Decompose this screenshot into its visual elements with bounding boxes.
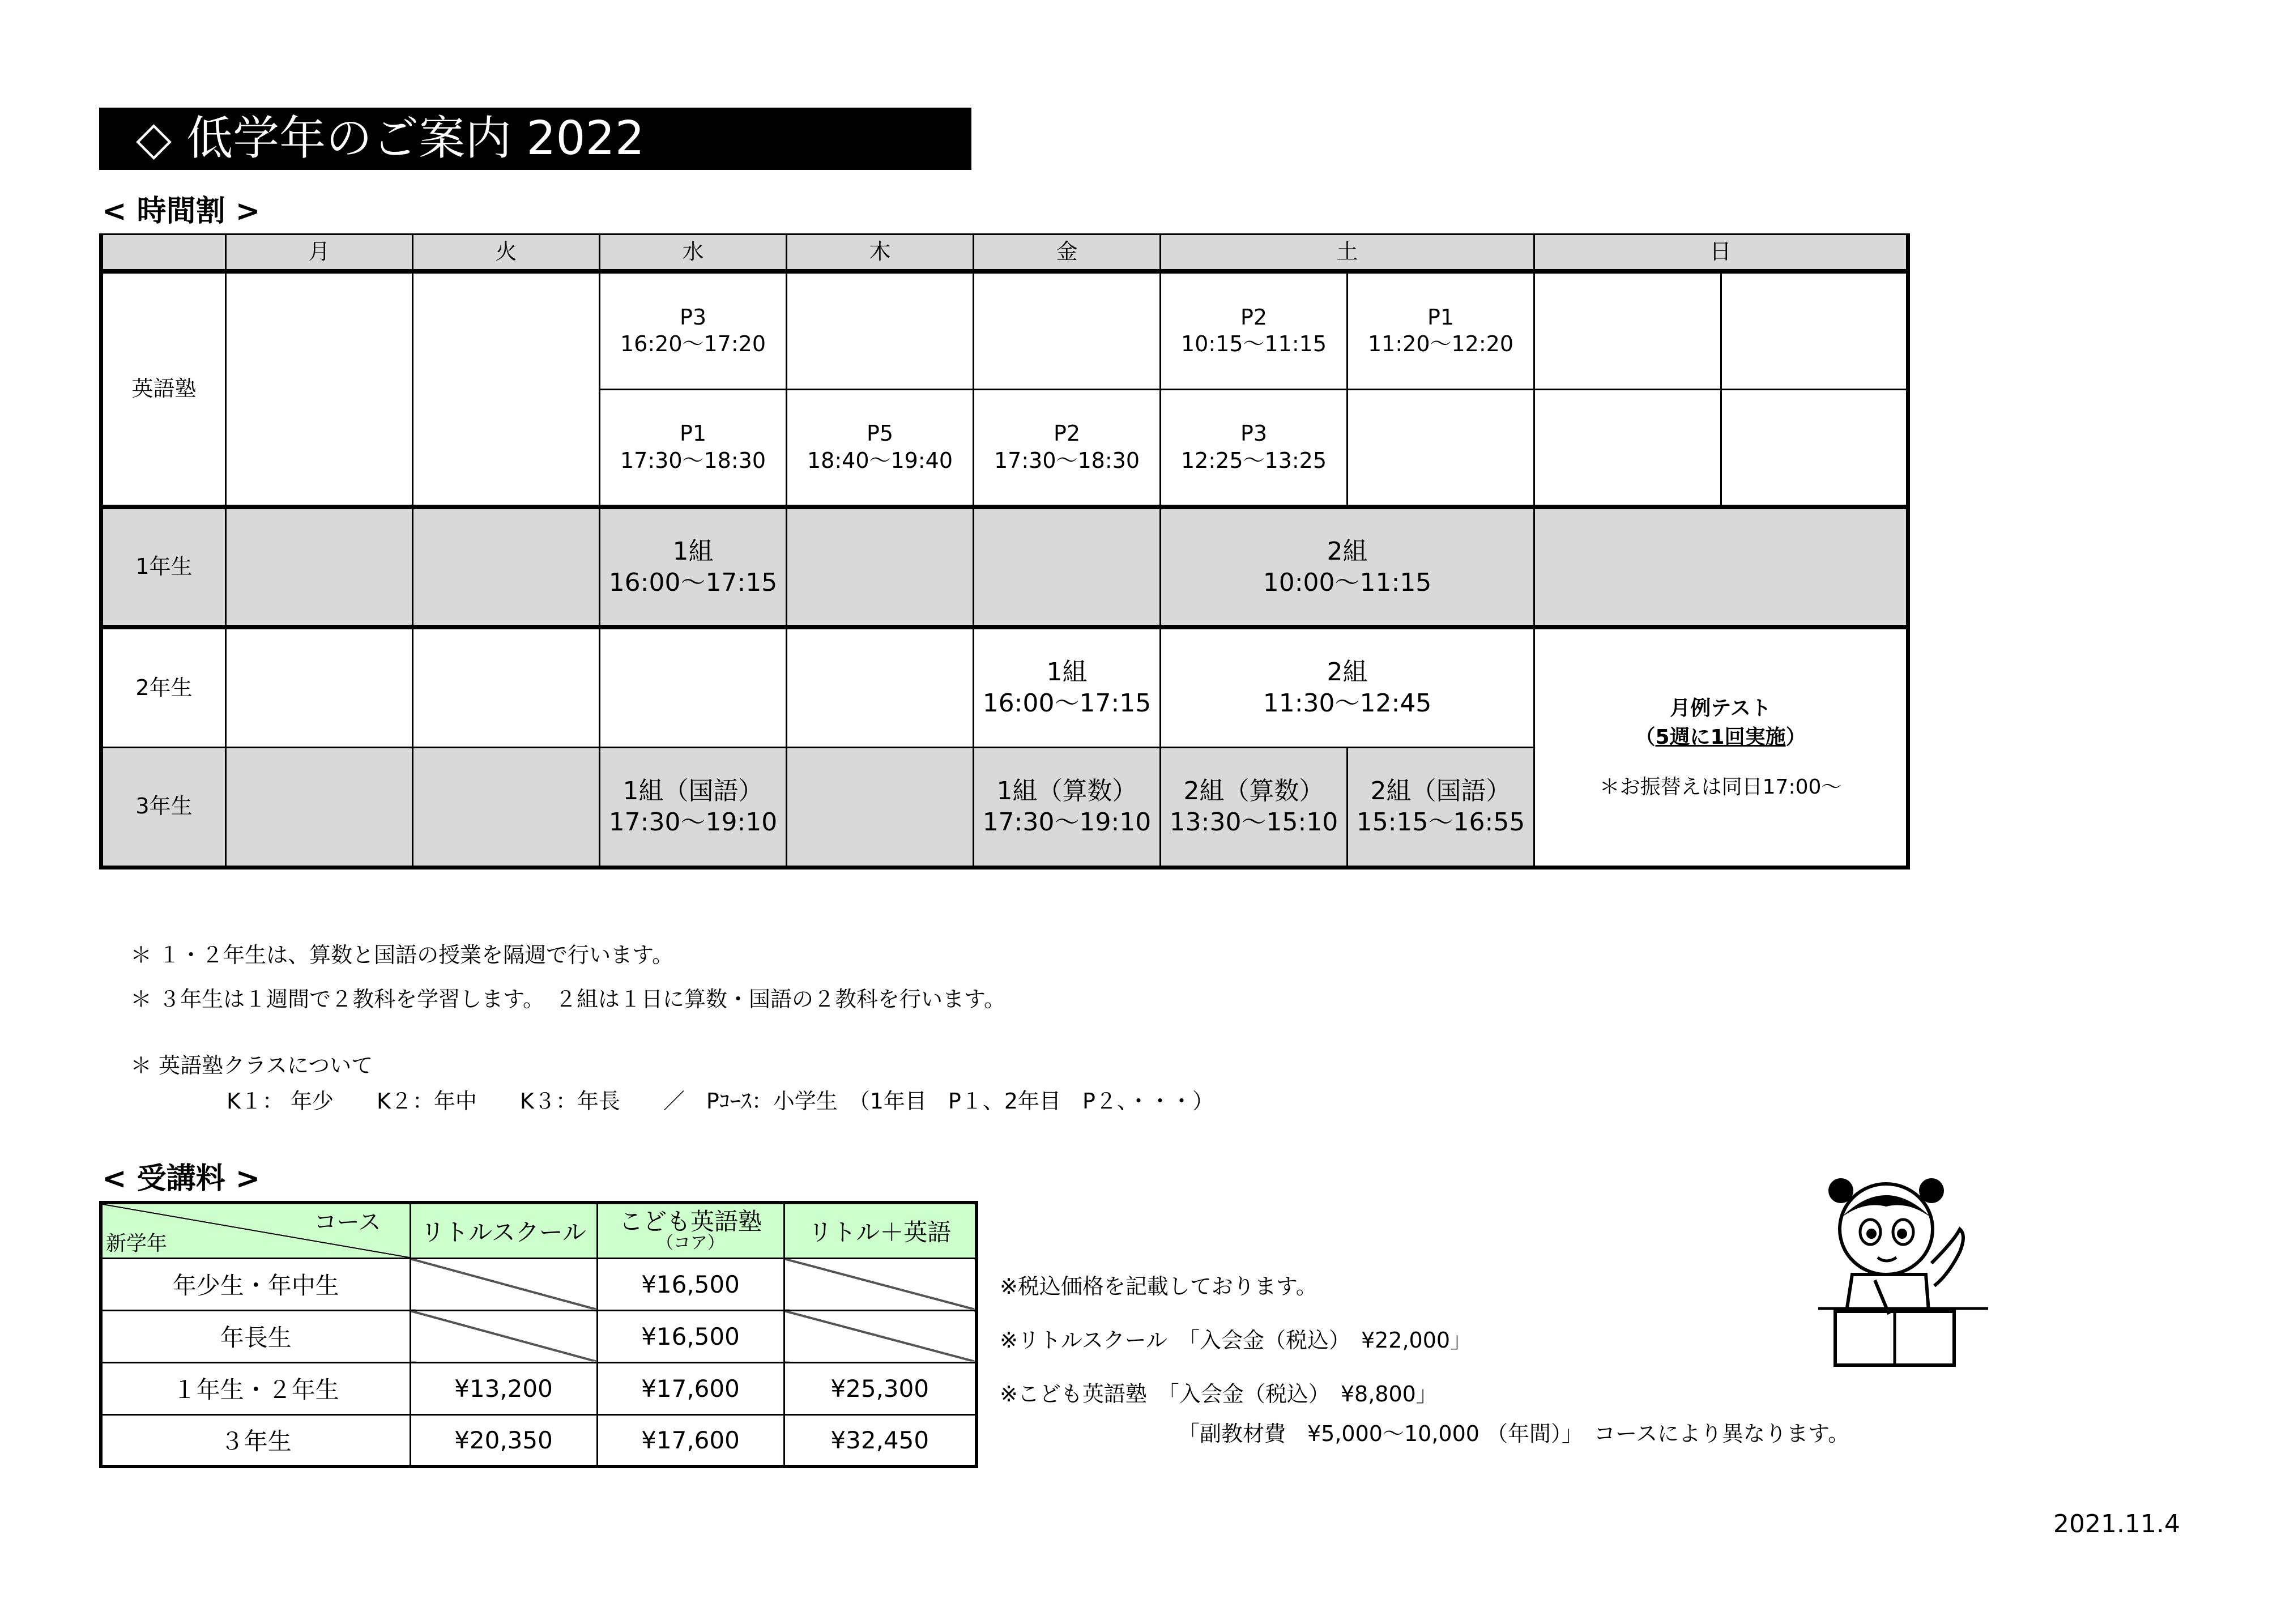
english-sat-a-slot-2: P3 12:25〜13:25 — [1161, 389, 1348, 507]
fees-row-label: ３年生 — [101, 1414, 410, 1467]
grade3-tue — [413, 747, 600, 867]
schedule-heading: < 時間割 > — [102, 194, 261, 228]
fees-cell-english: ¥16,500 — [597, 1258, 784, 1310]
fees-col-little-school: リトルスクール — [410, 1203, 597, 1258]
grade3-sat-a: 2組（算数） 13:30〜15:10 — [1161, 747, 1348, 867]
note-grade-3: ＊ ３年生は１週間で２教科を学習します。 ２組は１日に算数・国語の２教科を行います。 — [130, 987, 1006, 1012]
fees-col-english: こども英語塾 （コア） — [597, 1203, 784, 1258]
english-row-1 — [101, 271, 1908, 389]
fees-header-row — [101, 1203, 977, 1258]
grade3-sat-b: 2組（国語） 15:15〜16:55 — [1348, 747, 1534, 867]
fees-heading: < 受講料 > — [102, 1162, 261, 1196]
fees-cell-na — [784, 1258, 977, 1310]
fees-table — [99, 1201, 978, 1468]
fees-row-grades-1-2 — [101, 1362, 977, 1414]
grade1-thu — [787, 507, 974, 627]
fees-cell-combo: ¥25,300 — [784, 1362, 977, 1414]
row-label-grade3: 3年生 — [101, 747, 226, 867]
fees-corner-course: コース — [314, 1209, 381, 1235]
english-wed-slot-1: P3 16:20〜17:20 — [600, 271, 787, 389]
grade1-mon — [226, 507, 413, 627]
monthly-test-note: ＊お振替えは同日17:00〜 — [1599, 775, 1842, 799]
fee-note-english-enrollment: ※こども英語塾 「入会金（税込） ¥8,800」 — [1000, 1382, 1438, 1406]
fees-cell-na — [410, 1258, 597, 1310]
day-sat: 土 — [1161, 235, 1534, 272]
english-mon — [226, 271, 413, 507]
fees-cell-english: ¥16,500 — [597, 1310, 784, 1362]
fee-note-materials: 「副教材費 ¥5,000〜10,000 （年間）」 コースにより異なります。 — [1178, 1421, 1850, 1446]
grade3-fri: 1組（算数） 17:30〜19:10 — [974, 747, 1161, 867]
grade1-tue — [413, 507, 600, 627]
grade1-sat: 2組 10:00〜11:15 — [1161, 507, 1534, 627]
english-tue — [413, 271, 600, 507]
day-thu: 木 — [787, 235, 974, 272]
fee-note-tax: ※税込価格を記載しております。 — [1000, 1274, 1317, 1299]
day-fri: 金 — [974, 235, 1161, 272]
fees-cell-combo: ¥32,450 — [784, 1414, 977, 1467]
day-wed: 水 — [600, 235, 787, 272]
fees-cell-little: ¥20,350 — [410, 1414, 597, 1467]
note-grades-1-2: ＊ １・２年生は、算数と国語の授業を隔週で行います。 — [130, 943, 674, 967]
grade1-fri — [974, 507, 1161, 627]
header-corner — [101, 235, 226, 272]
grade1-sun — [1534, 507, 1908, 627]
fees-corner — [101, 1203, 410, 1258]
grade1-wed: 1組 16:00〜17:15 — [600, 507, 787, 627]
fees-cell-na — [410, 1310, 597, 1362]
english-sat-b-slot-1: P1 11:20〜12:20 — [1348, 271, 1534, 389]
english-fri-slot-2: P2 17:30〜18:30 — [974, 389, 1161, 507]
fees-cell-english: ¥17,600 — [597, 1414, 784, 1467]
english-fri-slot-1 — [974, 271, 1161, 389]
fees-cell-little: ¥13,200 — [410, 1362, 597, 1414]
day-sun: 日 — [1534, 235, 1908, 272]
grade2-wed — [600, 627, 787, 747]
sunday-monthly-test — [1534, 627, 1908, 867]
grade2-thu — [787, 627, 974, 747]
english-sun-b-slot-2 — [1721, 389, 1908, 507]
english-wed-slot-2: P1 17:30〜18:30 — [600, 389, 787, 507]
row-label-grade1: 1年生 — [101, 507, 226, 627]
schedule-header-row — [101, 235, 1908, 272]
grade2-tue — [413, 627, 600, 747]
schedule-table — [99, 233, 1910, 869]
grade2-mon — [226, 627, 413, 747]
fees-row-label: 年少生・年中生 — [101, 1258, 410, 1310]
fee-note-little-enrollment: ※リトルスクール 「入会金（税込） ¥22,000」 — [1000, 1328, 1472, 1353]
grade2-row — [101, 627, 1908, 747]
fees-row-label: 年長生 — [101, 1310, 410, 1362]
fees-cell-english: ¥17,600 — [597, 1362, 784, 1414]
row-label-english: 英語塾 — [101, 271, 226, 507]
grade2-sat: 2組 11:30〜12:45 — [1161, 627, 1534, 747]
fees-cell-na — [784, 1310, 977, 1362]
document-date: 2021.11.4 — [2053, 1510, 2180, 1538]
day-tue: 火 — [413, 235, 600, 272]
note-english-class-levels: K１： 年少 K２：年中 K３：年長 ／ Pｺｰｽ：小学生 （1年目 P１、2年目 P２、・・・） — [227, 1089, 1214, 1114]
grade2-fri: 1組 16:00〜17:15 — [974, 627, 1161, 747]
page-title: ◇ 低学年のご案内 2022 — [99, 108, 971, 170]
english-sun-b-slot-1 — [1721, 271, 1908, 389]
note-english-classes: ＊ 英語塾クラスについて — [130, 1053, 373, 1078]
fees-row-label: １年生・２年生 — [101, 1362, 410, 1414]
fees-col-combo: リトル＋英語 — [784, 1203, 977, 1258]
monthly-test-title: 月例テスト — [1670, 697, 1771, 721]
fees-row-grade-3 — [101, 1414, 977, 1467]
monthly-test-frequency: （5週に1回実施） — [1635, 725, 1806, 749]
girl-studying-illustration-icon — [1818, 1167, 1999, 1371]
grade1-row — [101, 507, 1908, 627]
day-mon: 月 — [226, 235, 413, 272]
row-label-grade2: 2年生 — [101, 627, 226, 747]
english-thu-slot-2: P5 18:40〜19:40 — [787, 389, 974, 507]
english-sat-a-slot-1: P2 10:15〜11:15 — [1161, 271, 1348, 389]
fees-row-kindergarten — [101, 1310, 977, 1362]
grade3-wed: 1組（国語） 17:30〜19:10 — [600, 747, 787, 867]
english-sat-b-slot-2 — [1348, 389, 1534, 507]
english-sun-a-slot-1 — [1534, 271, 1721, 389]
grade3-mon — [226, 747, 413, 867]
grade3-thu — [787, 747, 974, 867]
fees-row-nursery — [101, 1258, 977, 1310]
english-sun-a-slot-2 — [1534, 389, 1721, 507]
fees-corner-grade: 新学年 — [106, 1231, 168, 1255]
english-thu-slot-1 — [787, 271, 974, 389]
